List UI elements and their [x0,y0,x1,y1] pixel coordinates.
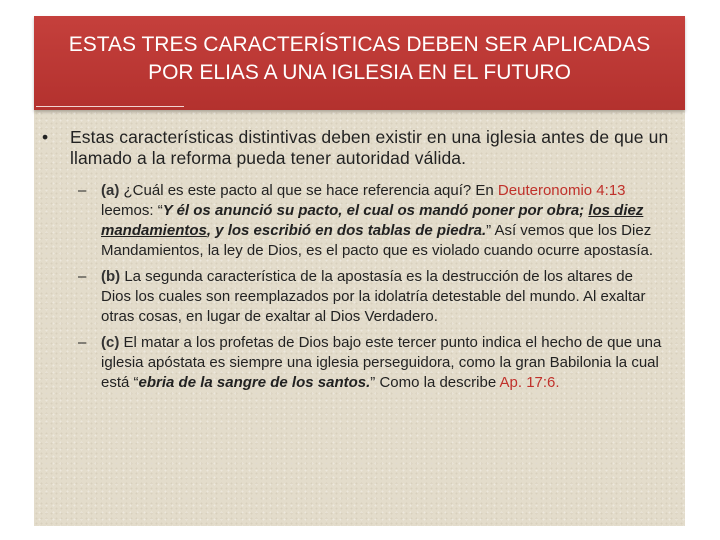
sub-bullet-a [40,181,670,261]
label-c: (c) [101,334,120,351]
label-b: (b) [101,268,121,285]
dash-a: – [78,182,87,199]
title-line-2: POR ELIAS A UNA IGLESIA EN EL FUTURO [148,61,571,84]
title-line-1: ESTAS TRES CARACTERÍSTICAS DEBEN SER APLICADAS [68,33,651,56]
dash-b: – [78,268,87,285]
sub-bullet-b [40,267,670,327]
text-b: La segunda característica de la apostasía es la destrucción de los altares de Dios los cuales son reemplazados por la idolatría detestable del mundo. Al exaltar otras cosas, en lugar de exaltar al Dios Verdadero. [101,268,646,325]
text-c-1: El matar a los profetas de Dios bajo este tercer punto indica el hecho de que una iglesia apóstata es siempre una iglesia perseguidora, como la gran Babilonia la cual está “ [101,334,662,391]
slide-title [45,31,675,87]
quote-c: ebria de la sangre de los santos. [138,374,371,391]
quote-a-underlined: los diez mandamientos [101,202,644,239]
dash-c: – [78,334,87,351]
slide-content [40,127,670,393]
main-bullet [40,127,670,169]
title-underline [36,106,184,107]
main-bullet-text: Estas características distintivas deben existir en una iglesia antes de que un llamado a la reforma pueda tener autoridad válida. [70,127,669,168]
text-a-1: ¿Cuál es este pacto al que se hace referencia aquí? En [119,182,498,199]
title-bar [34,16,685,110]
bullet-mark: • [42,127,49,147]
sub-bullet-c [40,333,670,393]
quote-a-3: , y los escribió en dos tablas de piedra. [206,222,487,239]
text-c-2: ” Como la describe [370,374,500,391]
text-a-3: ” Así vemos que los Diez Mandamientos, la ley de Dios, es el pacto que es violado cuando ocurre apostasía. [101,222,653,259]
reference-deuteronomio: Deuteronomio 4:13 [497,182,626,199]
reference-apocalipsis: Ap. 17:6. [499,374,560,391]
label-a: (a) [101,182,120,199]
quote-a-1: Y él os anunció su pacto, el cual os mandó poner por obra; [162,202,589,219]
text-a-2: leemos: “ [101,202,163,219]
